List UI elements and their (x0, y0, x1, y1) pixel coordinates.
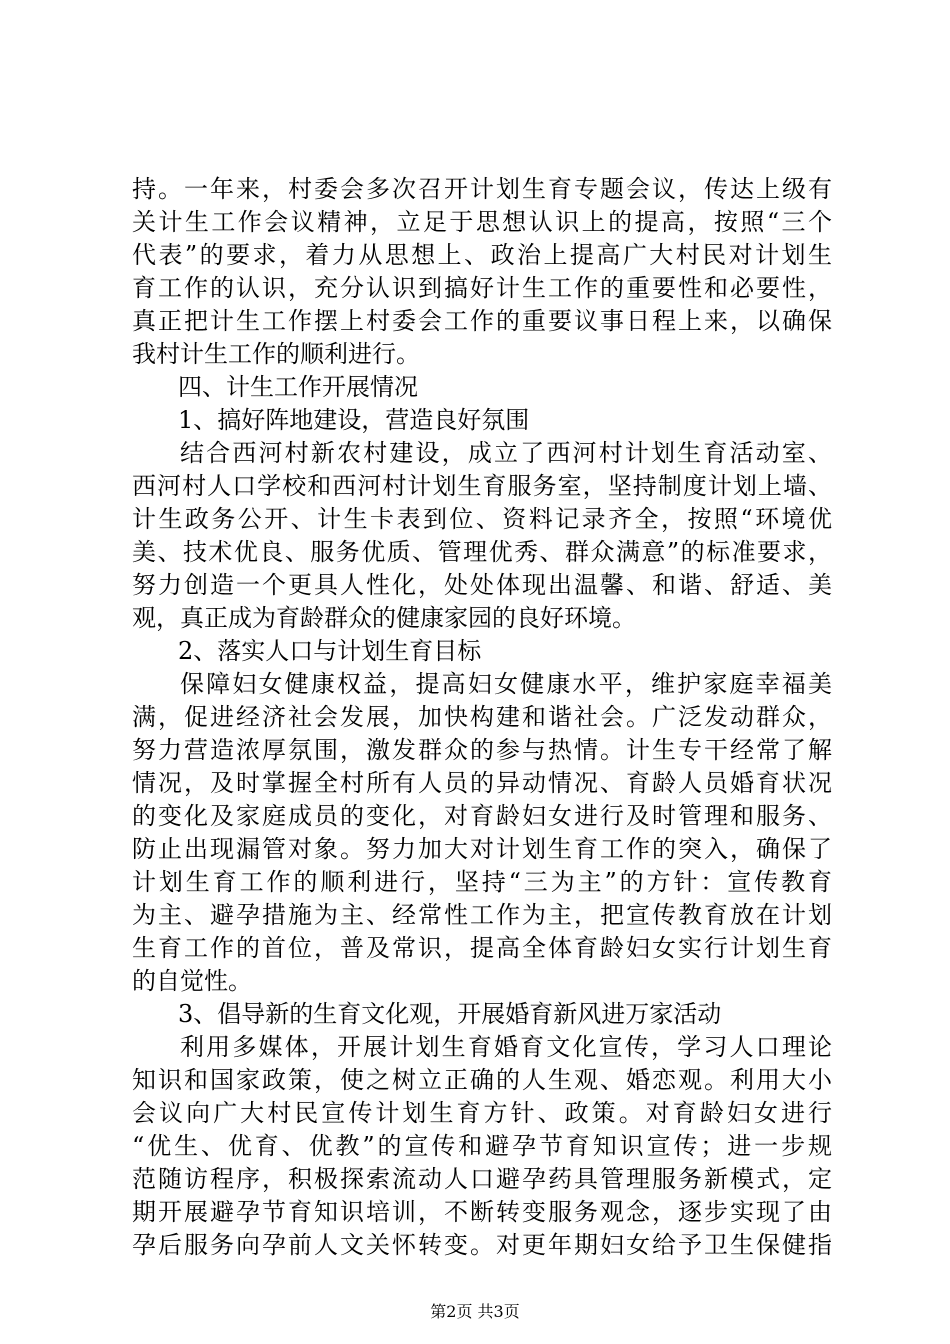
body-text-line: 代表”的要求，着力从思想上、政治上提高广大村民对计划生 (132, 241, 832, 269)
body-text-line: 会议向广大村民宣传计划生育方针、政策。对育龄妇女进行 (132, 1099, 832, 1127)
subsection-heading: 2、落实人口与计划生育目标 (178, 637, 482, 665)
body-text-line: 生育工作的首位，普及常识，提高全体育龄妇女实行计划生育 (132, 934, 832, 962)
paragraph-first-line: 结合西河村新农村建设，成立了西河村计划生育活动室、 (180, 439, 832, 467)
subsection-heading: 3、倡导新的生育文化观，开展婚育新风进万家活动 (178, 1000, 722, 1028)
body-text-line: 努力创造一个更具人性化，处处体现出温馨、和谐、舒适、美 (132, 571, 832, 599)
paragraph-first-line: 利用多媒体，开展计划生育婚育文化宣传，学习人口理论 (180, 1033, 832, 1061)
body-text-line: 情况，及时掌握全村所有人员的异动情况、育龄人员婚育状况 (132, 769, 832, 797)
body-text-line: 美、技术优良、服务优质、管理优秀、群众满意”的标准要求， (132, 538, 832, 566)
body-text-line: 西河村人口学校和西河村计划生育服务室，坚持制度计划上墙、 (132, 472, 832, 500)
body-text-line: 我村计生工作的顺利进行。 (132, 340, 420, 368)
body-text-line: 育工作的认识，充分认识到搞好计生工作的重要性和必要性， (132, 274, 832, 302)
page-number-footer: 第2页 共3页 (430, 1302, 520, 1321)
body-text-line: 范随访程序，积极探索流动人口避孕药具管理服务新模式，定 (132, 1165, 832, 1193)
body-text-line: 努力营造浓厚氛围，激发群众的参与热情。计生专干经常了解 (132, 736, 832, 764)
body-text-line: 计划生育工作的顺利进行，坚持“三为主”的方针：宣传教育 (132, 868, 832, 896)
body-text-line: 期开展避孕节育知识培训，不断转变服务观念，逐步实现了由 (132, 1198, 832, 1226)
section-heading: 四、计生工作开展情况 (178, 373, 418, 401)
body-text-line: 真正把计生工作摆上村委会工作的重要议事日程上来，以确保 (132, 307, 832, 335)
body-text-line: 防止出现漏管对象。努力加大对计划生育工作的突入，确保了 (132, 835, 832, 863)
body-text-line: 的变化及家庭成员的变化，对育龄妇女进行及时管理和服务、 (132, 802, 832, 830)
subsection-heading: 1、搞好阵地建设，营造良好氛围 (178, 406, 530, 434)
body-text-line: 孕后服务向孕前人文关怀转变。对更年期妇女给予卫生保健指 (132, 1231, 832, 1259)
body-text-line: 知识和国家政策，使之树立正确的人生观、婚恋观。利用大小 (132, 1066, 832, 1094)
body-text-line: 计生政务公开、计生卡表到位、资料记录齐全，按照“环境优 (132, 505, 832, 533)
body-text-line: 观，真正成为育龄群众的健康家园的良好环境。 (132, 604, 636, 632)
body-text-line: 持。一年来，村委会多次召开计划生育专题会议，传达上级有 (132, 175, 832, 203)
body-text-line: “优生、优育、优教”的宣传和避孕节育知识宣传；进一步规 (132, 1132, 832, 1160)
body-text-line: 关计生工作会议精神，立足于思想认识上的提高，按照“三个 (132, 208, 832, 236)
body-text-line: 的自觉性。 (132, 967, 252, 995)
paragraph-first-line: 保障妇女健康权益，提高妇女健康水平，维护家庭幸福美 (180, 670, 832, 698)
body-text-line: 为主、避孕措施为主、经常性工作为主，把宣传教育放在计划 (132, 901, 832, 929)
body-text-line: 满，促进经济社会发展，加快构建和谐社会。广泛发动群众， (132, 703, 832, 731)
